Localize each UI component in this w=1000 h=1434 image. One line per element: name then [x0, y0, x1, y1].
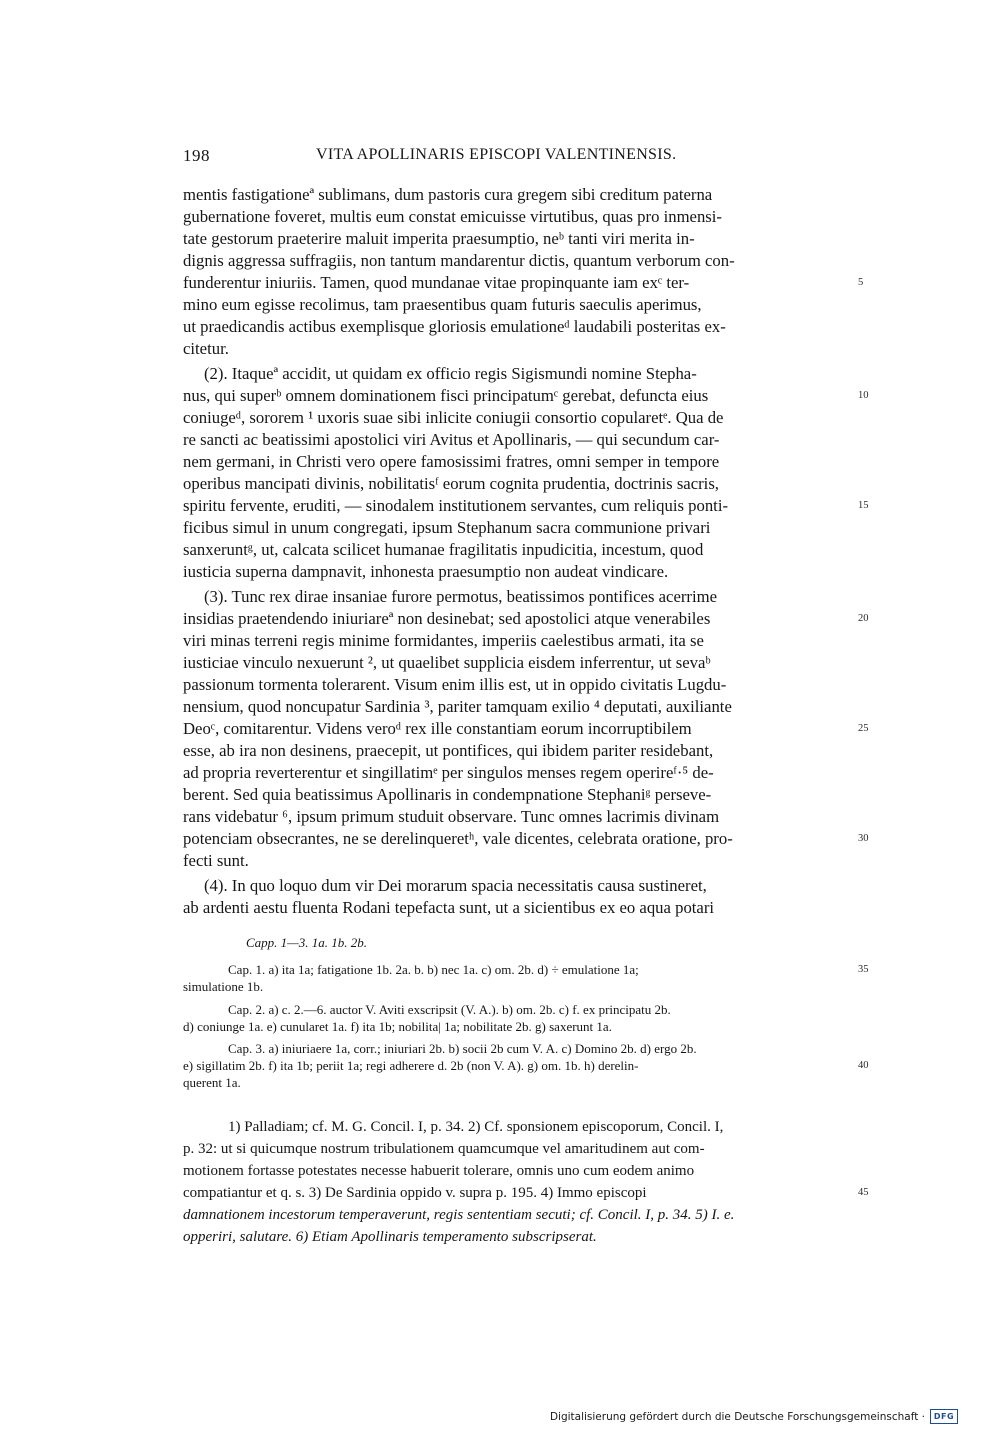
- credit-text: Digitalisierung gefördert durch die Deutsche Forschungsgemeinschaft ·: [549, 1410, 925, 1423]
- dfg-logo: DFG: [930, 1409, 958, 1424]
- page-number: 198: [183, 146, 210, 165]
- body-line: dignis aggressa suffragiis, non tantum mandarentur dictis, quantum verborum con-: [183, 251, 735, 270]
- apparatus-sources: Capp. 1—3. 1a. 1b. 2b.: [246, 935, 367, 950]
- line-number: 45: [858, 1187, 869, 1198]
- body-line: citetur.: [183, 339, 229, 358]
- apparatus-line: simulatione 1b.: [183, 979, 264, 994]
- body-line: iusticia superna dampnavit, inhonesta praesumptio non audeat vindicare.: [183, 562, 669, 581]
- body-line: ficibus simul in unum congregati, ipsum Stephanum sacra communione privari: [183, 518, 711, 537]
- body-line: ut praedicandis actibus exemplisque gloriosis emulationeᵈ laudabili posteritas ex-: [183, 317, 726, 336]
- footnote-line: compatiantur et q. s. 3) De Sardinia oppido v. supra p. 195. 4) Immo episcopi: [183, 1185, 647, 1201]
- body-line: rans videbatur ⁶, ipsum primum studuit observare. Tunc omnes lacrimis divinam: [183, 807, 720, 826]
- body-line: tate gestorum praeterire maluit imperita praesumptio, neᵇ tanti viri merita in-: [183, 229, 695, 248]
- body-line: (3). Tunc rex dirae insaniae furore permotus, beatissimos pontifices acerrime: [204, 587, 717, 606]
- line-number: 40: [858, 1060, 869, 1071]
- body-line: gubernatione foveret, multis eum constat emicuisse virtutibus, quas pro inmensi-: [183, 207, 722, 226]
- footnote-line: motionem fortasse potestates necesse habuerit tolerare, omnis uno cum eodem animo: [183, 1163, 695, 1179]
- body-line: coniugeᵈ, sororem ¹ uxoris suae sibi inlicite coniugii consortio copularetᵉ. Qua de: [183, 408, 724, 427]
- body-line: funderentur iniuriis. Tamen, quod mundanae vitae propinquante iam exᶜ ter-: [183, 273, 690, 292]
- body-line: viri minas terreni regis minime formidantes, imperiis caelestibus armati, ita se: [183, 631, 704, 650]
- body-line: fecti sunt.: [183, 851, 249, 870]
- body-line: iusticiae vinculo nexuerunt ², ut quaelibet supplicia eisdem inferrentur, ut sevaᵇ: [183, 653, 711, 672]
- line-number: 5: [858, 277, 864, 288]
- apparatus-line: querent 1a.: [183, 1075, 241, 1090]
- body-line: nensium, quod noncupatur Sardinia ³, pariter tamquam exilio ⁴ deputati, auxiliante: [183, 697, 732, 716]
- apparatus-line: Cap. 2. a) c. 2.—6. auctor V. Aviti exscripsit (V. A.). b) om. 2b. c) f. ex principatu 2b.: [228, 1002, 671, 1017]
- footnote-line: opperiri, salutare. 6) Etiam Apollinaris temperamento subscripserat.: [183, 1229, 597, 1245]
- body-line: spiritu fervente, eruditi, — sinodalem institutionem servantes, cum reliquis ponti-: [183, 496, 729, 515]
- body-line: esse, ab ira non desinens, praecepit, ut pontifices, qui ibidem pariter residebant,: [183, 741, 714, 760]
- body-line: (4). In quo loquo dum vir Dei morarum spacia necessitatis causa sustineret,: [204, 876, 707, 895]
- body-line: mino eum egisse recolimus, tam praesentibus quam futuris saeculis aperimus,: [183, 295, 702, 314]
- body-line: nus, qui superᵇ omnem dominationem fisci principatumᶜ gerebat, defuncta eius: [183, 386, 709, 405]
- line-number: 30: [858, 833, 869, 844]
- body-line: ab ardenti aestu fluenta Rodani tepefacta sunt, ut a sicientibus ex eo aqua potari: [183, 898, 715, 917]
- body-line: operibus mancipati divinis, nobilitatisᶠ eorum cognita prudentia, doctrinis sacris,: [183, 474, 719, 493]
- body-line: passionum tormenta tolerarent. Visum enim illis est, ut in oppido civitatis Lugdu-: [183, 675, 727, 694]
- apparatus-line: Cap. 3. a) iniuriaere 1a, corr.; iniuriari 2b. b) socii 2b cum V. A. c) Domino 2b. d) ergo 2b.: [228, 1041, 697, 1056]
- line-number: 35: [858, 964, 869, 975]
- body-line: re sancti ac beatissimi apostolici viri Avitus et Apollinaris, — qui secundum car-: [183, 430, 720, 449]
- body-line: berent. Sed quia beatissimus Apollinaris in condempnatione Stephaniᵍ perseve-: [183, 785, 712, 804]
- footnote-line: 1) Palladiam; cf. M. G. Concil. I, p. 34. 2) Cf. sponsionem episcoporum, Concil. I,: [228, 1119, 724, 1135]
- body-line: insidias praetendendo iniuriareª non desinebat; sed apostolici atque venerabiles: [183, 609, 711, 628]
- line-number: 15: [858, 500, 869, 511]
- line-number: 20: [858, 613, 869, 624]
- body-line: Deoᶜ, comitarentur. Videns veroᵈ rex ille constantiam eorum incorruptibilem: [183, 719, 692, 738]
- running-title: VITA APOLLINARIS EPISCOPI VALENTINENSIS.: [316, 146, 677, 163]
- apparatus-line: Cap. 1. a) ita 1a; fatigatione 1b. 2a. b. b) nec 1a. c) om. 2b. d) ÷ emulatione 1a;: [228, 962, 639, 977]
- body-line: ad propria reverterentur et singillatimᵉ per singulos menses regem operireᶠ·⁵ de-: [183, 763, 714, 782]
- body-line: potenciam obsecrantes, ne se derelinqueretʰ, vale dicentes, celebrata oratione, pro-: [183, 829, 733, 848]
- line-number: 10: [858, 390, 869, 401]
- body-line: (2). Itaqueª accidit, ut quidam ex officio regis Sigismundi nomine Stepha-: [204, 364, 697, 383]
- digitization-credit: [550, 1409, 958, 1424]
- footnote-line: damnationem incestorum temperaverunt, regis sententiam secuti; cf. Concil. I, p. 34. 5) I. e.: [183, 1207, 735, 1223]
- apparatus-line: e) sigillatim 2b. f) ita 1b; periit 1a; regi adherere d. 2b (non V. A). g) om. 1b. h) derelin-: [183, 1058, 639, 1073]
- body-line: mentis fastigationeª sublimans, dum pastoris cura gregem sibi creditum paterna: [183, 185, 713, 204]
- body-line: sanxeruntᵍ, ut, calcata scilicet humanae fragilitatis inpudicitia, incestum, quod: [183, 540, 704, 559]
- footnote-line: p. 32: ut si quicumque nostrum tribulationem quamcumque vel amaritudinem aut com-: [183, 1141, 705, 1157]
- body-line: nem germani, in Christi vero opere famosissimi fratres, omni semper in tempore: [183, 452, 720, 471]
- apparatus-line: d) coniunge 1a. e) cunularet 1a. f) ita 1b; nobilita| 1a; nobilitate 2b. g) saxerunt 1a.: [183, 1019, 612, 1034]
- line-number: 25: [858, 723, 869, 734]
